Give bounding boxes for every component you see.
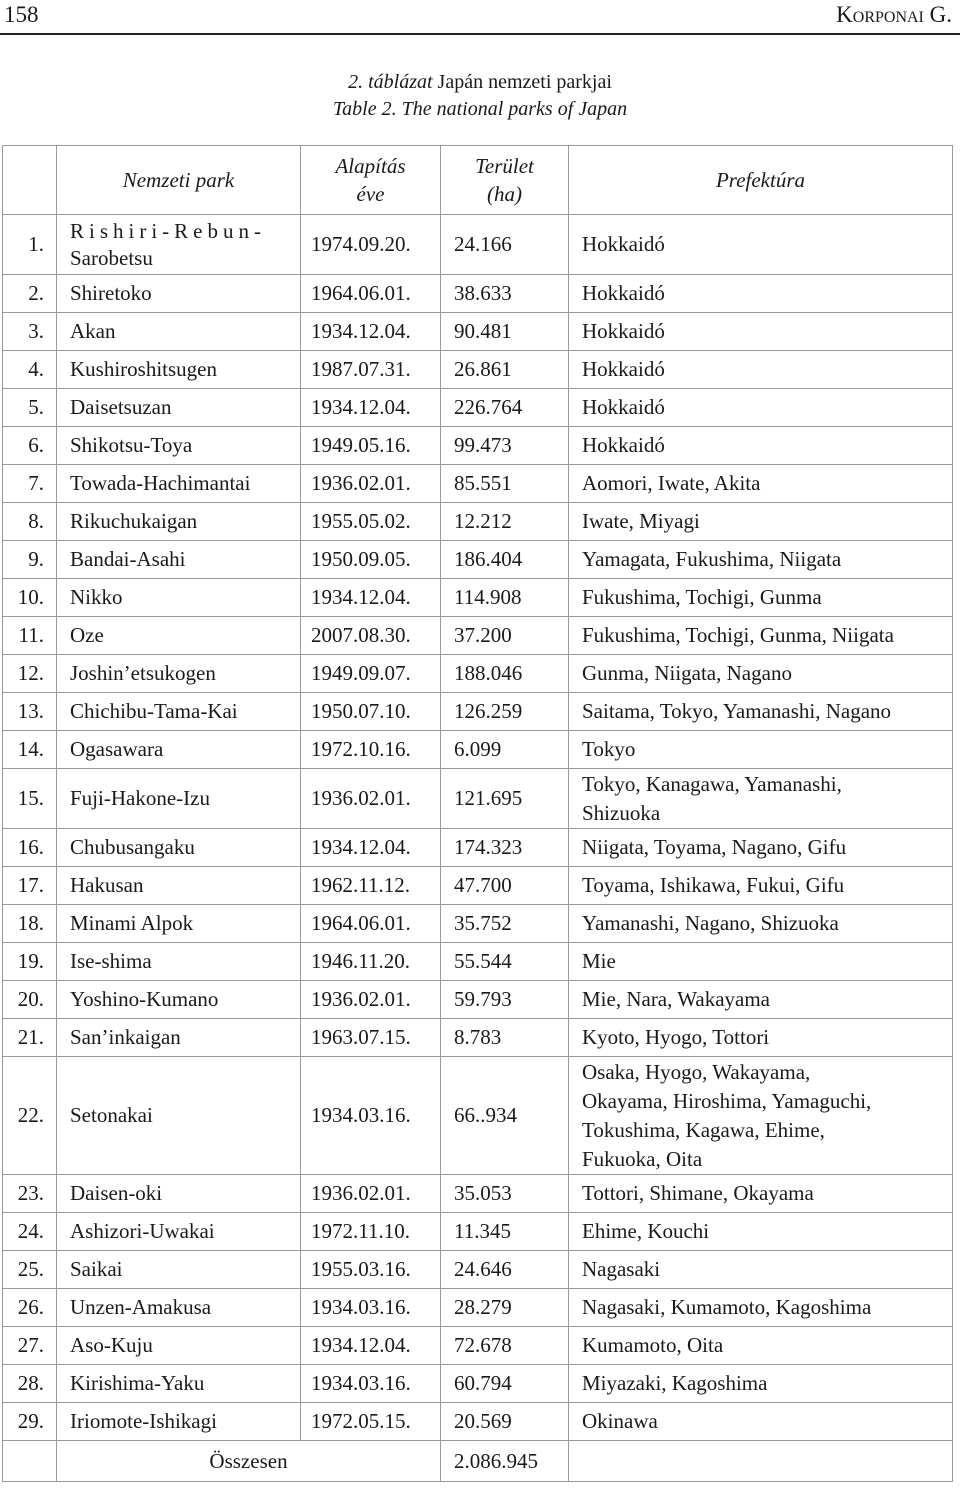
prefecture-line: Saitama, Tokyo, Yamanashi, Nagano — [582, 699, 892, 723]
prefecture — [569, 1175, 953, 1213]
prefecture-line: Nagasaki, Kumamoto, Kagoshima — [582, 1295, 872, 1319]
park-area: 90.481 — [441, 313, 569, 351]
table-row — [3, 1213, 953, 1251]
prefecture-line: Ehime, Kouchi — [582, 1219, 710, 1243]
prefecture — [569, 693, 953, 731]
park-name: Daisetsuzan — [57, 389, 301, 427]
prefecture — [569, 351, 953, 389]
prefecture-line: Iwate, Miyagi — [582, 509, 700, 533]
founding-date: 1934.12.04. — [301, 829, 441, 867]
header-rule — [0, 33, 960, 35]
caption-hu-label: 2. táblázat — [348, 71, 433, 93]
prefecture-line: Okayama, Hiroshima, Yamaguchi, — [582, 1088, 872, 1113]
table-row — [3, 351, 953, 389]
park-name: Ogasawara — [57, 731, 301, 769]
total-label: Összesen — [57, 1441, 441, 1482]
table-body — [3, 215, 953, 1441]
table-row — [3, 769, 953, 829]
table-row — [3, 1019, 953, 1057]
prefecture-line: Shizuoka — [582, 800, 661, 825]
park-area: 20.569 — [441, 1403, 569, 1441]
total-spacer-right — [569, 1441, 953, 1482]
founding-date: 1934.03.16. — [301, 1365, 441, 1403]
founding-date: 1972.11.10. — [301, 1213, 441, 1251]
prefecture-line: Hokkaidó — [582, 281, 665, 305]
park-area: 186.404 — [441, 541, 569, 579]
row-number: 5. — [3, 389, 57, 427]
table-row — [3, 981, 953, 1019]
table-row — [3, 1057, 953, 1175]
park-area: 121.695 — [441, 769, 569, 829]
prefecture-line: Tokyo — [582, 737, 636, 761]
table-row — [3, 1365, 953, 1403]
row-number: 6. — [3, 427, 57, 465]
park-name: Kirishima-Yaku — [57, 1365, 301, 1403]
prefecture-line: Hokkaidó — [582, 395, 665, 419]
founding-date: 1936.02.01. — [301, 981, 441, 1019]
park-name-line: Sarobetsu — [70, 245, 153, 270]
prefecture — [569, 1289, 953, 1327]
row-number: 10. — [3, 579, 57, 617]
prefecture-line: Aomori, Iwate, Akita — [582, 471, 761, 495]
national-parks-table — [2, 145, 953, 1482]
prefecture-line: Tottori, Shimane, Okayama — [582, 1181, 814, 1205]
founding-date: 1950.07.10. — [301, 693, 441, 731]
park-area: 188.046 — [441, 655, 569, 693]
park-area: 72.678 — [441, 1327, 569, 1365]
park-area: 85.551 — [441, 465, 569, 503]
row-number: 15. — [3, 769, 57, 829]
prefecture — [569, 731, 953, 769]
table-caption-en — [0, 98, 960, 121]
row-number: 22. — [3, 1057, 57, 1175]
total-area: 2.086.945 — [441, 1441, 569, 1482]
table-row — [3, 465, 953, 503]
prefecture — [569, 981, 953, 1019]
table-caption-hu — [0, 71, 960, 94]
prefecture — [569, 465, 953, 503]
header-area-line1: Terület — [475, 154, 534, 178]
park-name: Ise-shima — [57, 943, 301, 981]
park-name: Yoshino-Kumano — [57, 981, 301, 1019]
table-row — [3, 503, 953, 541]
prefecture-line: Hokkaidó — [582, 433, 665, 457]
park-name: Minami Alpok — [57, 905, 301, 943]
row-number: 4. — [3, 351, 57, 389]
park-area: 28.279 — [441, 1289, 569, 1327]
park-name: Unzen-Amakusa — [57, 1289, 301, 1327]
header-number — [3, 146, 57, 215]
park-name-line: Rishiri-Rebun- — [70, 218, 266, 243]
founding-date: 1936.02.01. — [301, 769, 441, 829]
prefecture — [569, 1057, 953, 1175]
header-area-line2: (ha) — [487, 182, 522, 206]
park-name: Shikotsu-Toya — [57, 427, 301, 465]
park-name: Nikko — [57, 579, 301, 617]
prefecture — [569, 541, 953, 579]
prefecture — [569, 1403, 953, 1441]
park-name: Chichibu-Tama-Kai — [57, 693, 301, 731]
caption-en-label: Table — [332, 98, 377, 120]
prefecture — [569, 617, 953, 655]
park-name: Iriomote-Ishikagi — [57, 1403, 301, 1441]
park-area: 8.783 — [441, 1019, 569, 1057]
row-number: 1. — [3, 215, 57, 275]
park-name: Fuji-Hakone-Izu — [57, 769, 301, 829]
prefecture-line: Tokushima, Kagawa, Ehime, — [582, 1117, 825, 1142]
prefecture — [569, 905, 953, 943]
park-area: 11.345 — [441, 1213, 569, 1251]
prefecture — [569, 829, 953, 867]
founding-date: 1955.05.02. — [301, 503, 441, 541]
park-area: 35.752 — [441, 905, 569, 943]
founding-date: 1955.03.16. — [301, 1251, 441, 1289]
founding-date: 1949.09.07. — [301, 655, 441, 693]
park-area: 66..934 — [441, 1057, 569, 1175]
prefecture-line: Kyoto, Hyogo, Tottori — [582, 1025, 770, 1049]
prefecture — [569, 275, 953, 313]
prefecture — [569, 1019, 953, 1057]
prefecture-line: Okinawa — [582, 1409, 658, 1433]
row-number: 26. — [3, 1289, 57, 1327]
row-number: 12. — [3, 655, 57, 693]
prefecture-line: Yamagata, Fukushima, Niigata — [582, 547, 842, 571]
founding-date: 1934.03.16. — [301, 1057, 441, 1175]
prefecture-line: Yamanashi, Nagano, Shizuoka — [582, 911, 839, 935]
park-area: 55.544 — [441, 943, 569, 981]
prefecture-line: Osaka, Hyogo, Wakayama, — [582, 1059, 811, 1084]
park-area: 114.908 — [441, 579, 569, 617]
prefecture-line: Toyama, Ishikawa, Fukui, Gifu — [582, 873, 845, 897]
header-area — [441, 146, 569, 215]
park-name: Rikuchukaigan — [57, 503, 301, 541]
table-row — [3, 275, 953, 313]
founding-date: 1934.12.04. — [301, 313, 441, 351]
park-area: 24.646 — [441, 1251, 569, 1289]
park-area: 12.212 — [441, 503, 569, 541]
prefecture-line: Hokkaidó — [582, 319, 665, 343]
founding-date: 1962.11.12. — [301, 867, 441, 905]
park-area: 174.323 — [441, 829, 569, 867]
prefecture — [569, 943, 953, 981]
founding-date: 1964.06.01. — [301, 275, 441, 313]
prefecture-line: Fukuoka, Oita — [582, 1146, 703, 1171]
prefecture-line: Mie, Nara, Wakayama — [582, 987, 771, 1011]
caption-en-title: 2. The national parks of Japan — [381, 98, 628, 120]
prefecture-line: Miyazaki, Kagoshima — [582, 1371, 768, 1395]
park-area: 59.793 — [441, 981, 569, 1019]
park-area: 126.259 — [441, 693, 569, 731]
row-number: 16. — [3, 829, 57, 867]
table-row — [3, 943, 953, 981]
park-name: Kushiroshitsugen — [57, 351, 301, 389]
prefecture — [569, 313, 953, 351]
park-name: Saikai — [57, 1251, 301, 1289]
prefecture — [569, 655, 953, 693]
table-row — [3, 731, 953, 769]
table-row — [3, 905, 953, 943]
park-area: 47.700 — [441, 867, 569, 905]
prefecture-line: Kumamoto, Oita — [582, 1333, 724, 1357]
row-number: 25. — [3, 1251, 57, 1289]
founding-date: 1963.07.15. — [301, 1019, 441, 1057]
prefecture — [569, 503, 953, 541]
prefecture-line: Hokkaidó — [582, 357, 665, 381]
founding-date: 1934.03.16. — [301, 1289, 441, 1327]
prefecture — [569, 215, 953, 275]
row-number: 7. — [3, 465, 57, 503]
prefecture-line: Niigata, Toyama, Nagano, Gifu — [582, 835, 847, 859]
page-header — [0, 0, 960, 36]
founding-date: 1936.02.01. — [301, 1175, 441, 1213]
table-row — [3, 655, 953, 693]
running-title: Korponai G. — [836, 2, 952, 27]
park-area: 37.200 — [441, 617, 569, 655]
park-area: 38.633 — [441, 275, 569, 313]
park-area: 60.794 — [441, 1365, 569, 1403]
header-year-line1: Alapítás — [335, 154, 406, 178]
header-prefecture: Prefektúra — [569, 146, 953, 215]
prefecture — [569, 1365, 953, 1403]
row-number: 18. — [3, 905, 57, 943]
row-number: 13. — [3, 693, 57, 731]
park-name: Shiretoko — [57, 275, 301, 313]
row-number: 17. — [3, 867, 57, 905]
park-name: Joshin’etsukogen — [57, 655, 301, 693]
park-name: Setonakai — [57, 1057, 301, 1175]
park-area: 26.861 — [441, 351, 569, 389]
row-number: 3. — [3, 313, 57, 351]
founding-date: 1946.11.20. — [301, 943, 441, 981]
table-row — [3, 215, 953, 275]
header-year — [301, 146, 441, 215]
park-name: Aso-Kuju — [57, 1327, 301, 1365]
header-park: Nemzeti park — [57, 146, 301, 215]
total-spacer — [3, 1441, 57, 1482]
founding-date: 1964.06.01. — [301, 905, 441, 943]
park-name: Bandai-Asahi — [57, 541, 301, 579]
row-number: 24. — [3, 1213, 57, 1251]
table-row — [3, 1175, 953, 1213]
table-header-row — [3, 146, 953, 215]
park-name: Chubusangaku — [57, 829, 301, 867]
founding-date: 1972.10.16. — [301, 731, 441, 769]
park-name: Hakusan — [57, 867, 301, 905]
row-number: 23. — [3, 1175, 57, 1213]
founding-date: 2007.08.30. — [301, 617, 441, 655]
table-row — [3, 1289, 953, 1327]
park-name: Towada-Hachimantai — [57, 465, 301, 503]
table-row — [3, 867, 953, 905]
total-row — [3, 1441, 953, 1482]
park-name: Daisen-oki — [57, 1175, 301, 1213]
row-number: 19. — [3, 943, 57, 981]
park-area: 24.166 — [441, 215, 569, 275]
founding-date: 1974.09.20. — [301, 215, 441, 275]
park-area: 35.053 — [441, 1175, 569, 1213]
founding-date: 1987.07.31. — [301, 351, 441, 389]
founding-date: 1934.12.04. — [301, 1327, 441, 1365]
table-row — [3, 693, 953, 731]
row-number: 21. — [3, 1019, 57, 1057]
table-row — [3, 427, 953, 465]
row-number: 11. — [3, 617, 57, 655]
prefecture-line: Gunma, Niigata, Nagano — [582, 661, 792, 685]
row-number: 29. — [3, 1403, 57, 1441]
prefecture — [569, 427, 953, 465]
park-area: 226.764 — [441, 389, 569, 427]
row-number: 2. — [3, 275, 57, 313]
prefecture-line: Tokyo, Kanagawa, Yamanashi, — [582, 771, 842, 796]
founding-date: 1934.12.04. — [301, 389, 441, 427]
table-row — [3, 1403, 953, 1441]
founding-date: 1949.05.16. — [301, 427, 441, 465]
prefecture — [569, 389, 953, 427]
prefecture-line: Nagasaki — [582, 1257, 661, 1281]
founding-date: 1950.09.05. — [301, 541, 441, 579]
prefecture — [569, 1213, 953, 1251]
row-number: 27. — [3, 1327, 57, 1365]
park-name: San’inkaigan — [57, 1019, 301, 1057]
prefecture — [569, 1327, 953, 1365]
page-number: 158 — [4, 2, 39, 27]
table-row — [3, 1251, 953, 1289]
row-number: 28. — [3, 1365, 57, 1403]
table-row — [3, 579, 953, 617]
founding-date: 1934.12.04. — [301, 579, 441, 617]
prefecture-line: Fukushima, Tochigi, Gunma, Niigata — [582, 623, 894, 647]
park-area: 6.099 — [441, 731, 569, 769]
caption-hu-title: Japán nemzeti parkjai — [437, 71, 612, 93]
prefecture — [569, 867, 953, 905]
header-year-line2: éve — [356, 182, 385, 206]
prefecture-line: Hokkaidó — [582, 232, 665, 256]
table-row — [3, 829, 953, 867]
table-row — [3, 313, 953, 351]
table-row — [3, 389, 953, 427]
founding-date: 1936.02.01. — [301, 465, 441, 503]
table-row — [3, 617, 953, 655]
row-number: 14. — [3, 731, 57, 769]
table-row — [3, 541, 953, 579]
park-name — [57, 215, 301, 275]
park-name: Ashizori-Uwakai — [57, 1213, 301, 1251]
prefecture-line: Fukushima, Tochigi, Gunma — [582, 585, 822, 609]
row-number: 20. — [3, 981, 57, 1019]
prefecture — [569, 1251, 953, 1289]
park-name: Oze — [57, 617, 301, 655]
row-number: 9. — [3, 541, 57, 579]
prefecture — [569, 769, 953, 829]
founding-date: 1972.05.15. — [301, 1403, 441, 1441]
park-area: 99.473 — [441, 427, 569, 465]
prefecture-line: Mie — [582, 949, 616, 973]
park-name: Akan — [57, 313, 301, 351]
row-number: 8. — [3, 503, 57, 541]
table-row — [3, 1327, 953, 1365]
prefecture — [569, 579, 953, 617]
